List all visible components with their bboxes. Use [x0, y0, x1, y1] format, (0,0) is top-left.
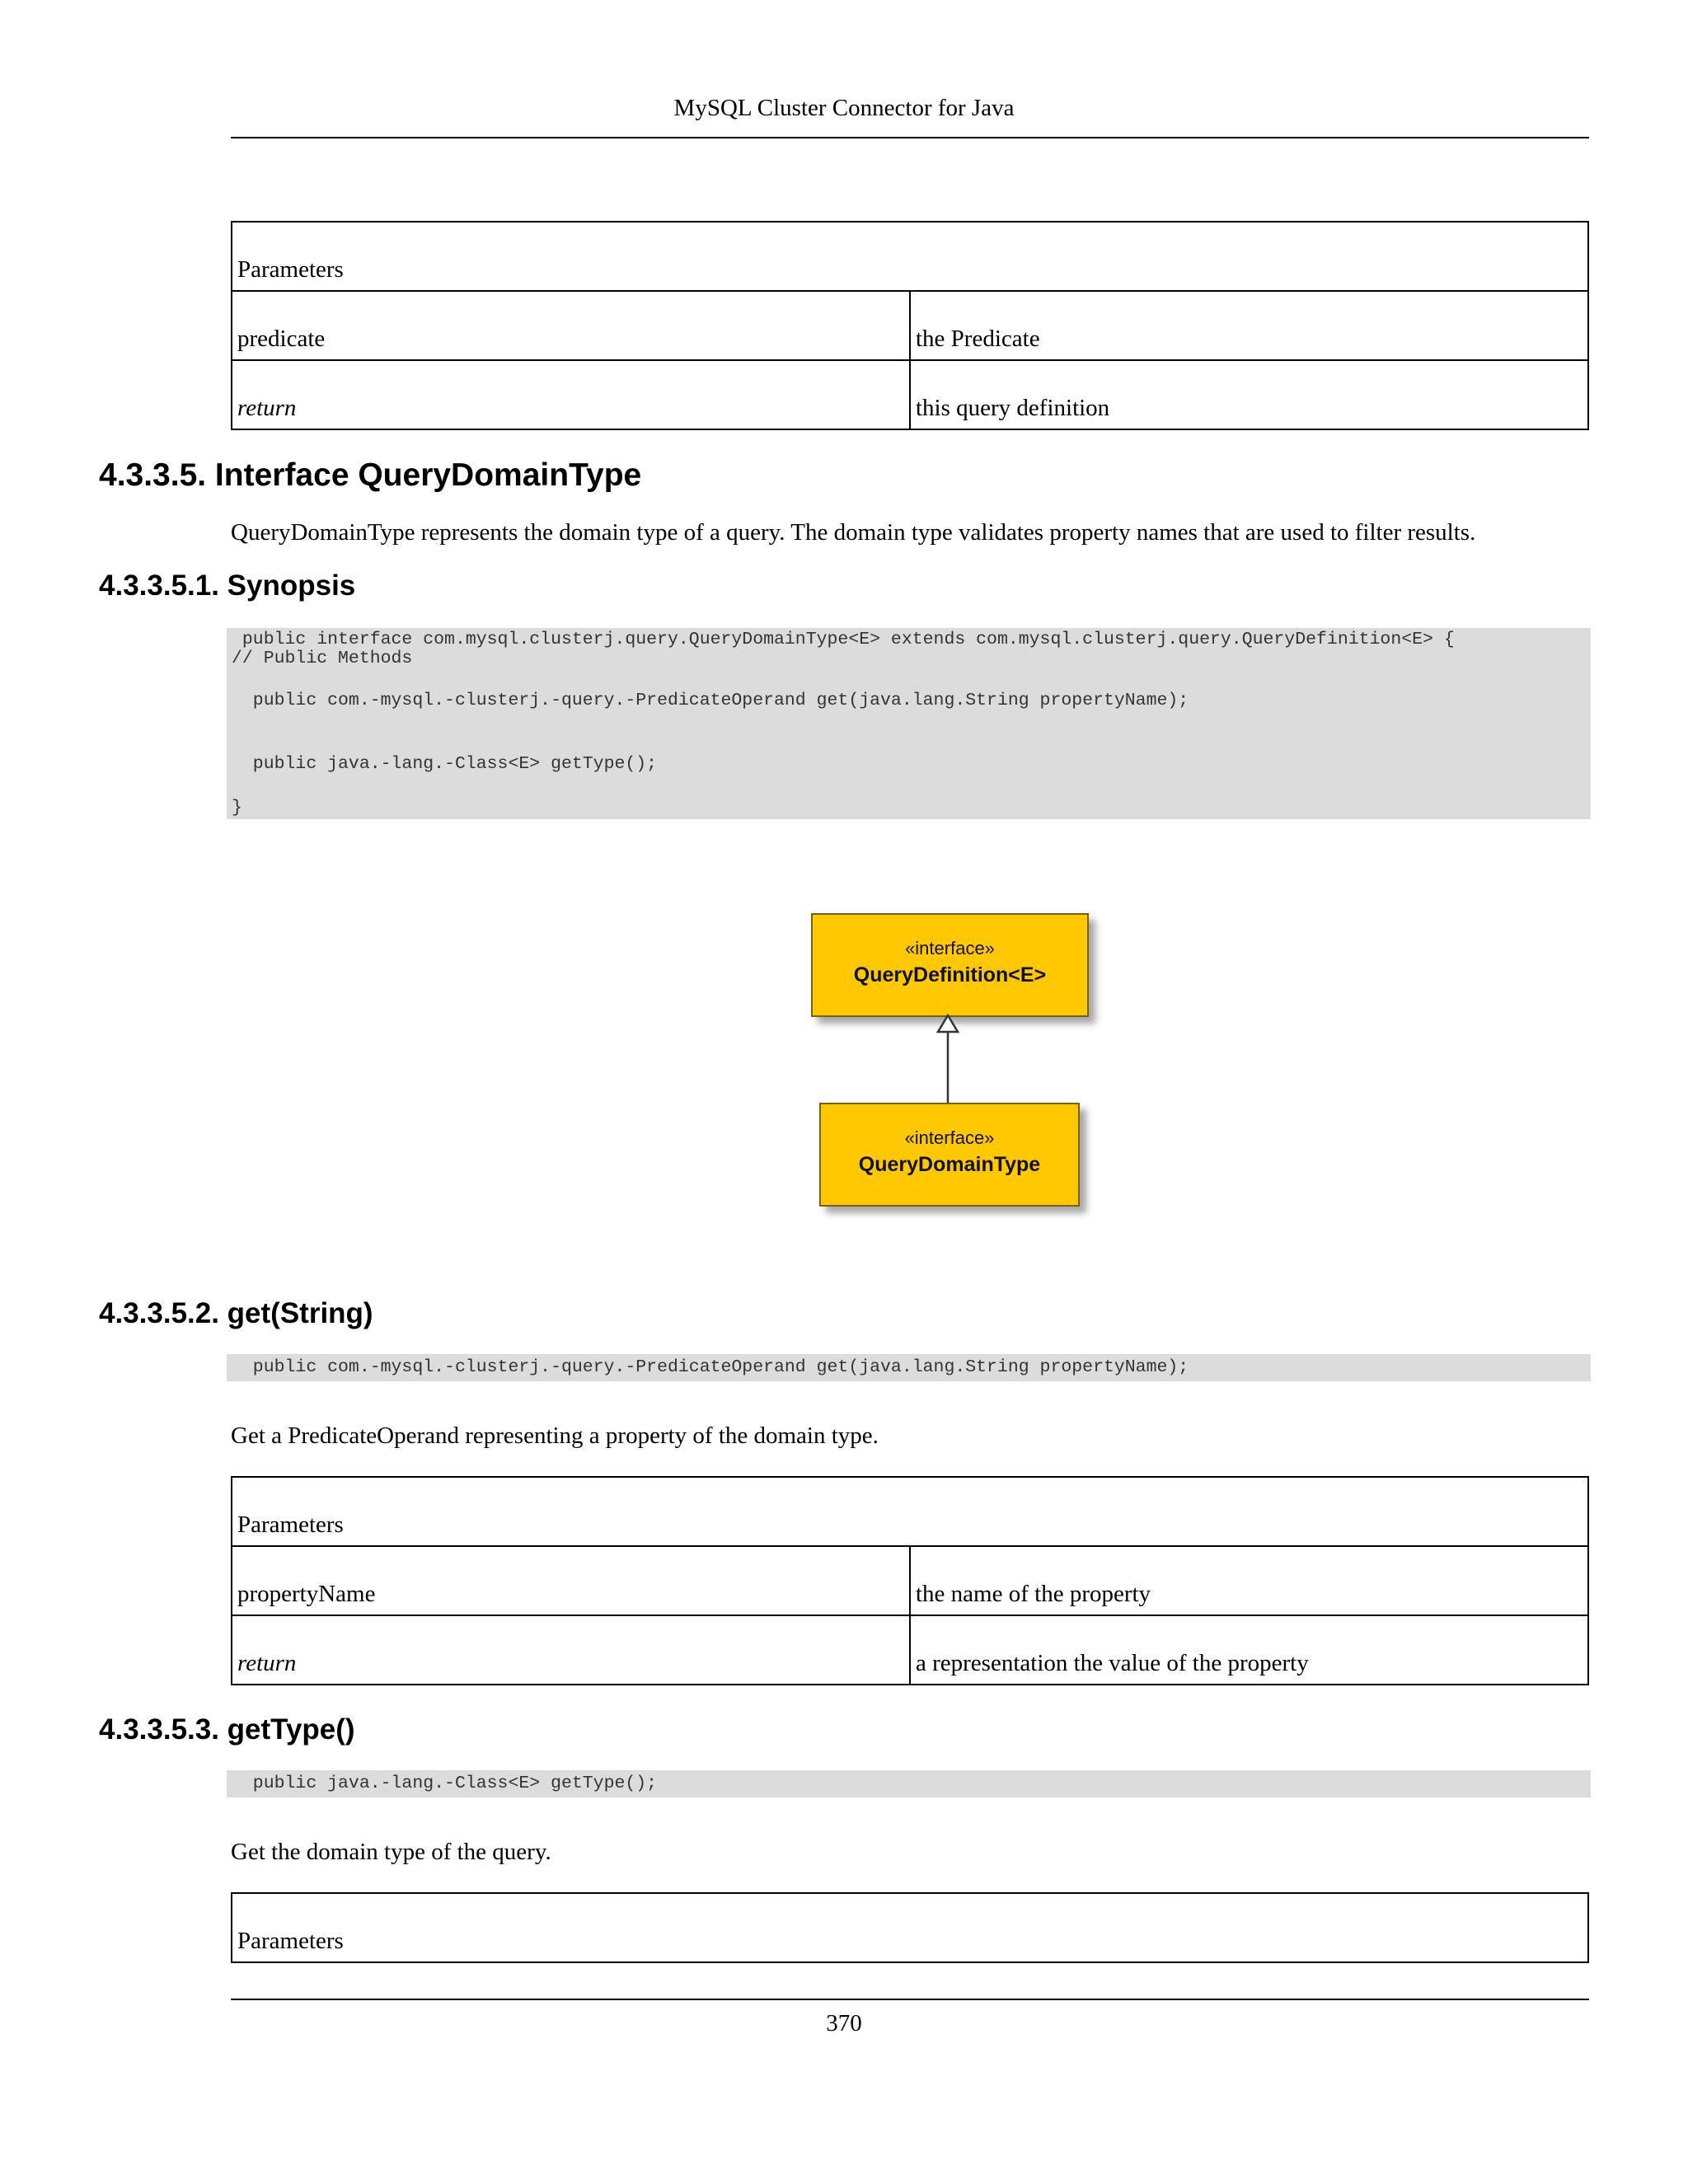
synopsis-code-block [227, 628, 1591, 819]
running-header: MySQL Cluster Connector for Java [673, 95, 1015, 121]
param-description: the name of the property [910, 1546, 1588, 1615]
parameters-table-2 [231, 1476, 1589, 1685]
footer-rule [231, 1999, 1589, 2000]
header-rule [231, 137, 1589, 138]
inheritance-arrow [931, 1014, 964, 1104]
section-heading: 4.3.3.5. Interface QueryDomainType [99, 457, 642, 493]
uml-child-box [819, 1103, 1080, 1207]
code-line: public java.-lang.-Class<E> getType(); [232, 1774, 658, 1793]
method-get-signature [227, 1354, 1591, 1381]
uml-stereotype: «interface» [904, 1127, 995, 1148]
code-line: public interface com.mysql.clusterj.query.QueryDomainType<E> extends com.mysql.clusterj.query.QueryDefinition<E> { [232, 630, 1455, 649]
table-title: Parameters [232, 222, 1588, 291]
page-number: 370 [826, 2010, 862, 2036]
param-description: the Predicate [910, 291, 1588, 360]
table-row [232, 360, 1588, 429]
method-gettype-description: Get the domain type of the query. [231, 1839, 551, 1865]
arrow-head [938, 1015, 958, 1032]
param-name: return [237, 395, 297, 421]
code-line: public java.-lang.-Class<E> getType(); [232, 754, 658, 774]
method-gettype-signature [227, 1770, 1591, 1797]
table-row [232, 1546, 1588, 1615]
section-description: QueryDomainType represents the domain type of a query. The domain type validates property names that are used to filter results. [231, 519, 1476, 546]
param-name: predicate [232, 291, 910, 360]
method-gettype-heading: 4.3.3.5.3. getType() [99, 1713, 355, 1746]
uml-parent-box [811, 913, 1089, 1017]
parameters-table-1 [231, 221, 1589, 430]
code-line: } [232, 798, 242, 818]
code-line: public com.-mysql.-clusterj.-query.-PredicateOperand get(java.lang.String propertyName); [232, 1357, 1189, 1377]
parameters-table-3 [231, 1892, 1589, 1963]
param-name: propertyName [232, 1546, 910, 1615]
synopsis-heading: 4.3.3.5.1. Synopsis [99, 569, 356, 602]
table-title: Parameters [232, 1893, 1588, 1962]
table-row [232, 291, 1588, 360]
param-name: return [237, 1650, 297, 1676]
uml-class-name: QueryDomainType [858, 1153, 1041, 1176]
uml-stereotype: «interface» [905, 938, 995, 958]
param-description: this query definition [910, 360, 1588, 429]
method-get-description: Get a PredicateOperand representing a property of the domain type. [231, 1422, 879, 1449]
uml-class-name: QueryDefinition<E> [853, 963, 1047, 987]
method-get-heading: 4.3.3.5.2. get(String) [99, 1297, 373, 1329]
code-line: public com.-mysql.-clusterj.-query.-PredicateOperand get(java.lang.String propertyName); [232, 691, 1189, 710]
table-row [232, 1615, 1588, 1685]
table-title: Parameters [232, 1477, 1588, 1546]
code-line: // Public Methods [232, 649, 413, 668]
param-description: a representation the value of the property [910, 1615, 1588, 1685]
